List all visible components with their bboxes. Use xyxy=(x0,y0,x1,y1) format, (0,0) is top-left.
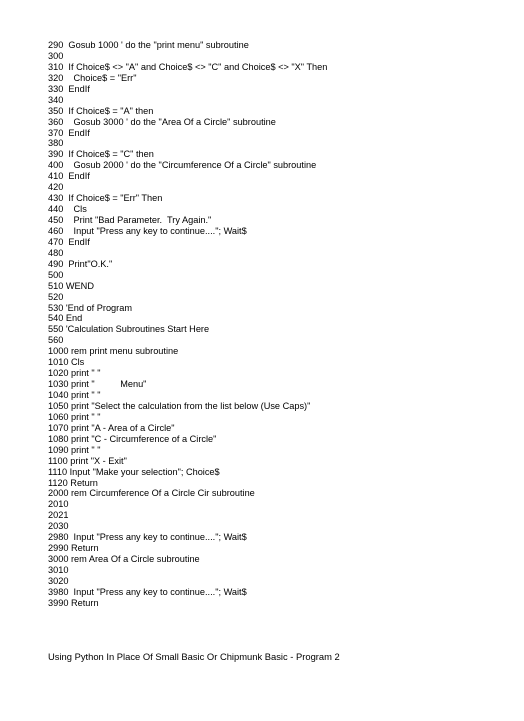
code-line: 490 Print"O.K." xyxy=(48,258,113,269)
code-line: 400 Gosub 2000 ' do the "Circumference Of a Circle" subroutine xyxy=(48,160,317,171)
code-line: 3010 xyxy=(48,565,69,575)
code-line: 1060 print " " xyxy=(48,411,101,422)
code-line: 480 xyxy=(48,247,64,258)
code-line: 2980 Input "Press any key to continue...."; Wait$ xyxy=(48,532,247,543)
code-line: 560 xyxy=(48,335,64,346)
code-line: 1050 print "Select the calculation from the list below (Use Caps)" xyxy=(48,400,311,411)
code-line: 440 Cls xyxy=(48,204,87,215)
code-line: 1090 print " " xyxy=(48,444,101,455)
code-line: 370 EndIf xyxy=(48,127,90,138)
code-line: 3020 xyxy=(48,575,69,586)
code-line: 450 Print "Bad Parameter. Try Again." xyxy=(48,215,212,225)
code-line: 330 EndIf xyxy=(48,83,90,94)
code-line: 510 WEND xyxy=(48,280,94,291)
code-line: 1020 print " " xyxy=(48,368,101,379)
code-line: 1120 Return xyxy=(48,477,98,488)
code-line: 3980 Input "Press any key to continue...."; Wait$ xyxy=(48,586,247,597)
code-line: 1100 print "X - Exit" xyxy=(48,455,127,466)
code-line: 380 xyxy=(48,138,64,149)
code-line: 2000 rem Circumference Of a Circle Cir subroutine xyxy=(48,488,255,499)
code-line: 500 xyxy=(48,269,64,280)
code-line: 310 If Choice$ <> "A" and Choice$ <> "C" and Choice$ <> "X" Then xyxy=(48,61,328,72)
code-line: 320 Choice$ = "Err" xyxy=(48,72,137,83)
code-line: 350 If Choice$ = "A" then xyxy=(48,105,154,116)
code-line: 550 'Calculation Subroutines Start Here xyxy=(48,324,210,335)
code-line: 1080 print "C - Circumference of a Circle" xyxy=(48,433,217,444)
code-line: 1110 Input "Make your selection"; Choice$ xyxy=(48,466,220,477)
code-line: 1070 print "A - Area of a Circle" xyxy=(48,422,175,433)
code-line: 1040 print " " xyxy=(48,390,101,400)
code-line: 340 xyxy=(48,94,64,105)
code-line: 1030 print " Menu" xyxy=(48,379,147,390)
code-line: 300 xyxy=(48,50,64,61)
code-line: 360 Gosub 3000 ' do the "Area Of a Circle" subroutine xyxy=(48,116,276,127)
code-line: 470 EndIf xyxy=(48,236,90,247)
code-line: 2010 xyxy=(48,499,69,510)
code-line: 540 End xyxy=(48,313,83,324)
page-footer: Using Python In Place Of Small Basic Or Chipmunk Basic - Program 2 xyxy=(48,651,340,662)
code-line: 520 xyxy=(48,291,64,302)
code-line: 290 Gosub 1000 ' do the "print menu" subroutine xyxy=(48,40,249,50)
code-line: 460 Input "Press any key to continue...."; Wait$ xyxy=(48,225,247,236)
code-line: 2030 xyxy=(48,521,69,532)
code-line: 410 EndIf xyxy=(48,171,90,182)
code-line: 3990 Return xyxy=(48,597,99,608)
code-line: 390 If Choice$ = "C" then xyxy=(48,149,154,160)
code-line: 3000 rem Area Of a Circle subroutine xyxy=(48,554,200,565)
code-line: 2990 Return xyxy=(48,543,99,554)
code-listing xyxy=(48,40,488,609)
code-line: 1010 Cls xyxy=(48,357,85,368)
code-line: 2021 xyxy=(48,510,69,521)
code-line: 530 'End of Program xyxy=(48,302,132,313)
code-line: 1000 rem print menu subroutine xyxy=(48,346,179,357)
code-line: 430 If Choice$ = "Err" Then xyxy=(48,193,163,204)
code-line: 420 xyxy=(48,182,64,193)
